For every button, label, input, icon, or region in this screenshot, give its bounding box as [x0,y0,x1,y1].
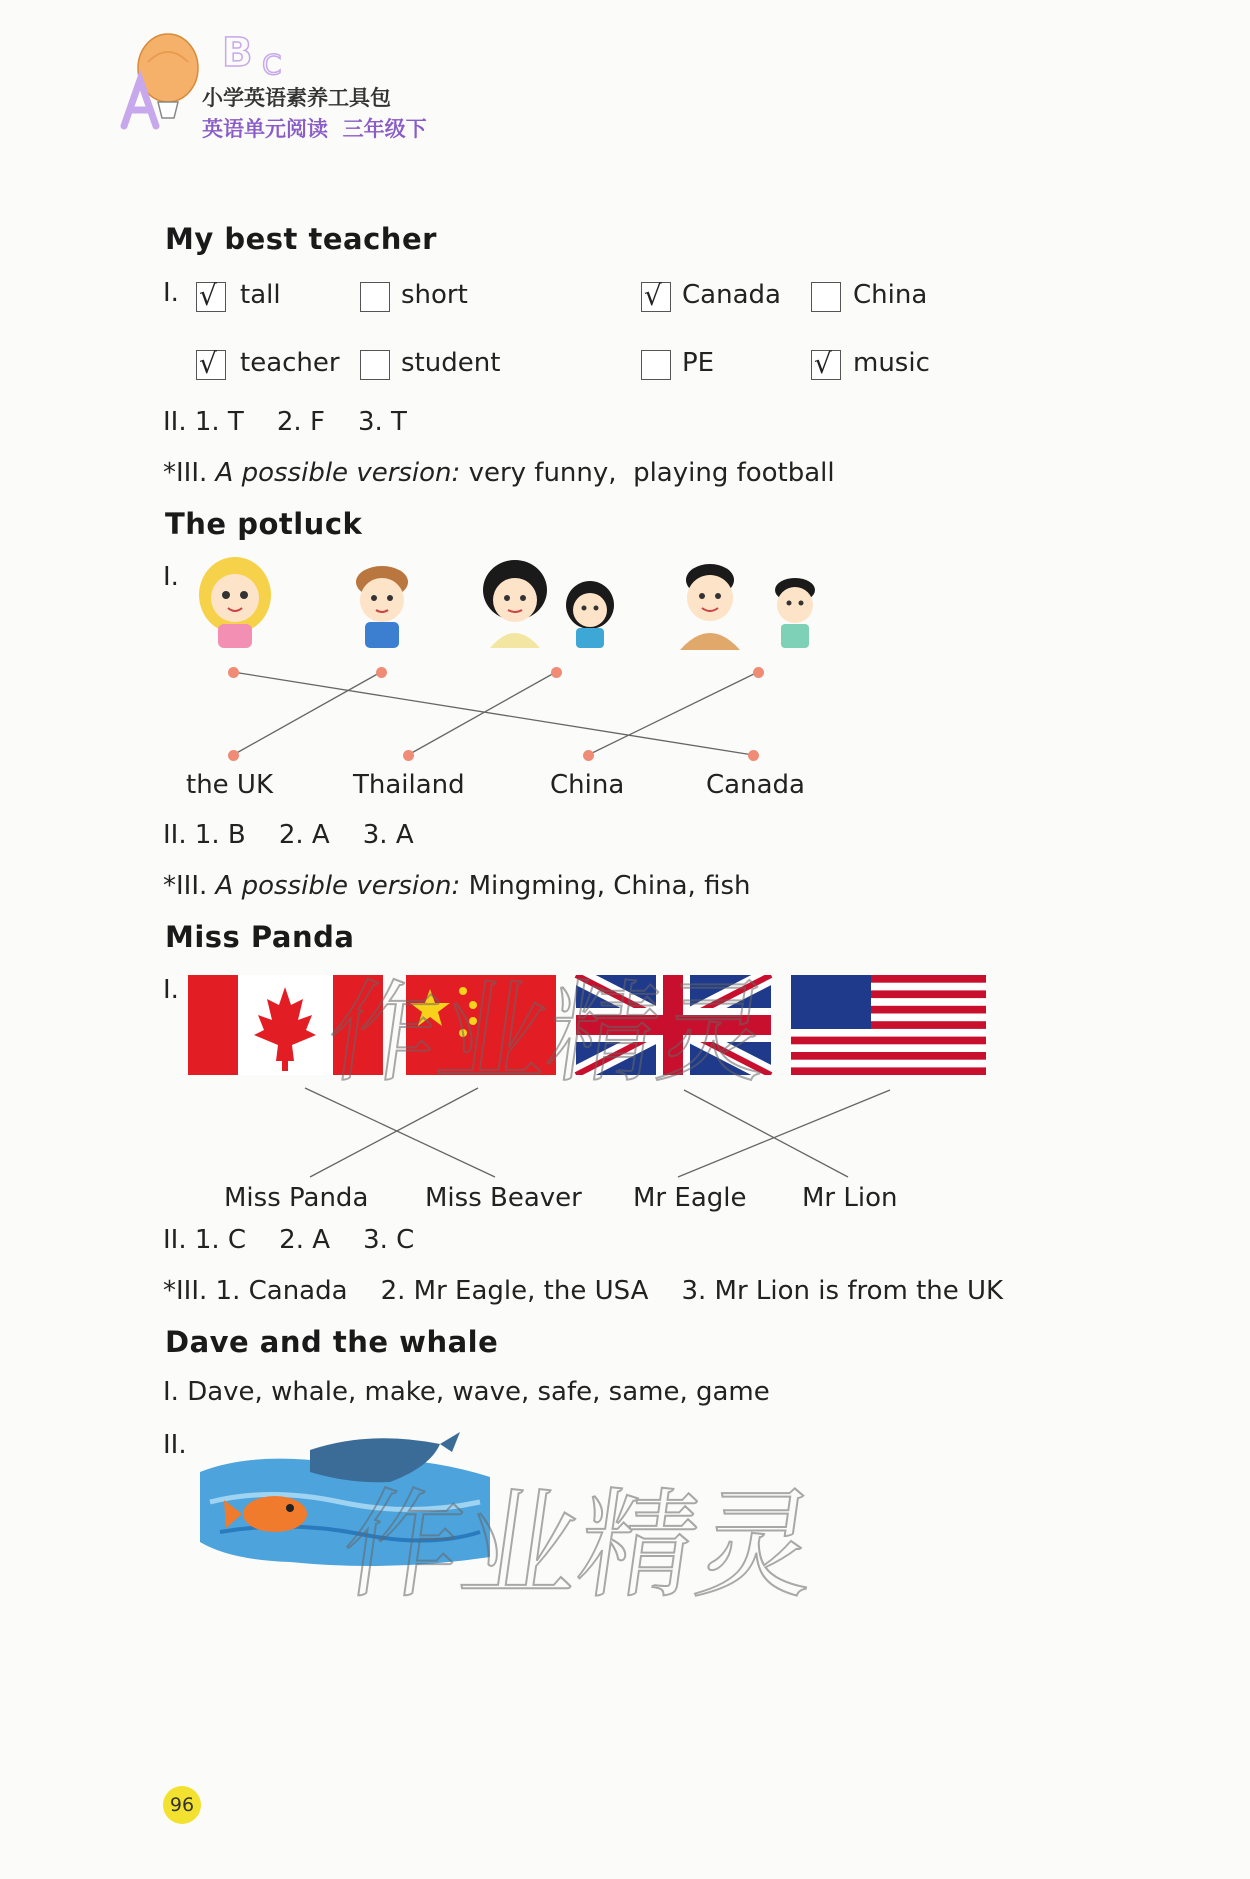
watermark-text: 作业精灵 [319,969,778,1097]
part3-text: Mingming, China, fish [460,871,751,901]
option-label: PE [682,348,715,378]
check-mark-icon: √ [199,279,217,312]
part-label: I. [163,278,179,308]
part3-text: very funny, playing football [460,458,835,488]
option-label: tall [240,280,281,310]
part3-italic: A possible version: [215,458,461,488]
header-series: 小学英语素养工具包 [202,86,391,110]
country-label: China [550,770,625,800]
option-label: short [401,280,468,310]
header-subtitle: 英语单元阅读 三年级下 [202,117,427,141]
section-title-miss-panda: Miss Panda [165,920,355,954]
option-label: teacher [240,348,340,378]
name-label: Miss Beaver [425,1183,582,1213]
name-label: Mr Eagle [633,1183,747,1213]
answer-part-1: I. Dave, whale, make, wave, safe, same, game [163,1377,770,1407]
option-label: student [401,348,501,378]
option-label: Canada [682,280,781,310]
check-mark-icon: √ [199,347,217,380]
check-mark-icon: √ [644,279,662,312]
logo-letter-c: C [262,48,282,81]
logo-letter-b: B [222,30,253,76]
part3-italic: A possible version: [215,871,461,901]
section-title-the-potluck: The potluck [165,507,363,541]
answer-part-3: *III. 1. Canada 2. Mr Eagle, the USA 3. Mr Lion is from the UK [163,1276,1004,1306]
section-title-my-best-teacher: My best teacher [165,222,437,256]
answer-part-2: II. 1. C 2. A 3. C [163,1225,415,1255]
section-title-dave-and-the-whale: Dave and the whale [165,1325,499,1359]
option-label: China [853,280,928,310]
option-label: music [853,348,930,378]
part3-prefix: *III. [163,458,216,488]
part-label: II. [163,1430,187,1460]
country-label: the UK [186,770,274,800]
answer-part-2: II. 1. T 2. F 3. T [163,407,407,437]
page-number-badge [163,1786,201,1824]
answer-part-2: II. 1. B 2. A 3. A [163,820,414,850]
name-label: Miss Panda [224,1183,369,1213]
country-label: Canada [706,770,805,800]
check-mark-icon: √ [814,347,832,380]
part-label: I. [163,975,179,1005]
country-label: Thailand [353,770,465,800]
page-number: 96 [169,1794,195,1816]
part-label: I. [163,562,179,592]
part3-prefix: *III. [163,871,216,901]
watermark-text: 作业精灵 [333,1476,826,1614]
name-label: Mr Lion [802,1183,898,1213]
